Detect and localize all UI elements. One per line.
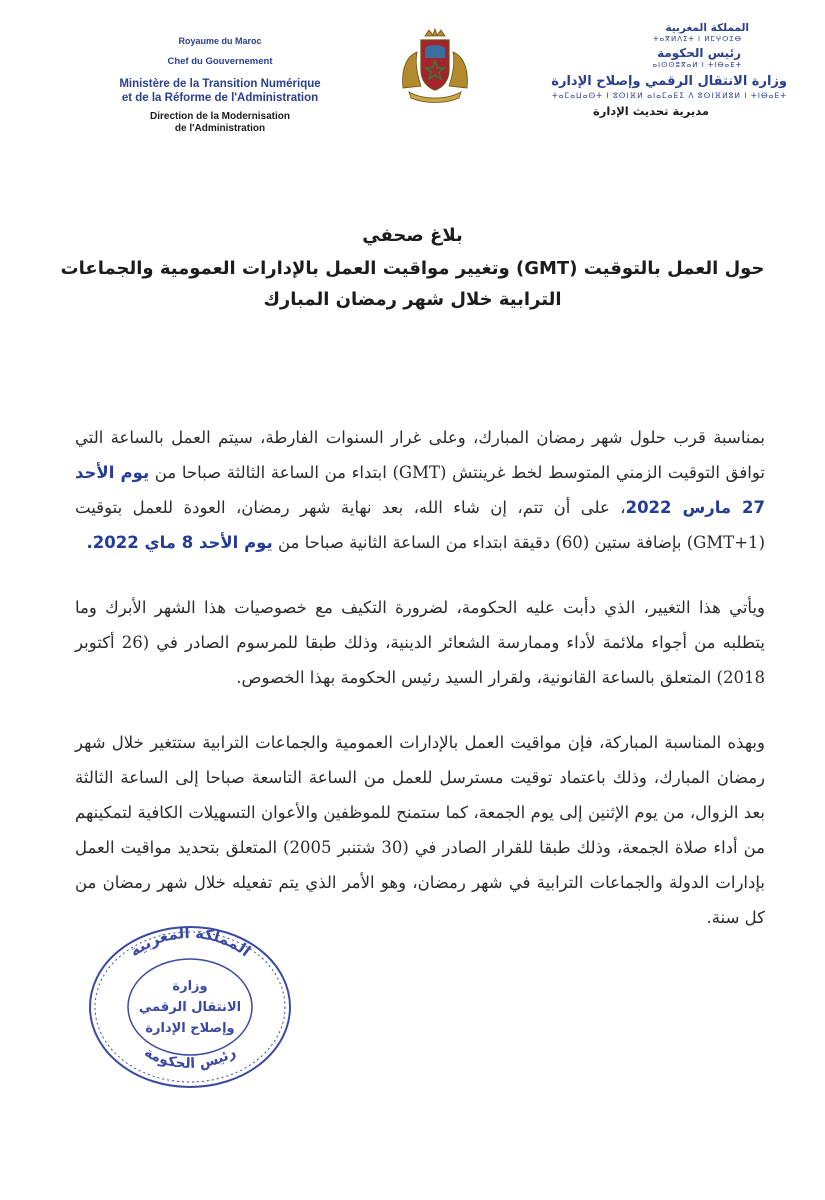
paragraph-1-text-c: ، على أن تتم، إن شاء الله، بعد نهاية شهر رمضان، العودة للعمل بتوقيت (GMT+1) بإضافة ستين (60) دقيقة ابتداء من الساعة الثانية صباحا من bbox=[75, 498, 765, 552]
stamp-inner-line2: الانتقال الرقمي bbox=[138, 1000, 242, 1015]
date-highlight-end: يوم الأحد 8 ماي 2022. bbox=[86, 533, 273, 552]
head-of-government-label-tifinagh: ⴰⵏⵙⵙⵓⴳⴰⵍ ⵏ ⵜⵏⴱⴰⴹⵜ bbox=[652, 61, 742, 69]
ministry-line2-fr: et de la Réforme de l'Administration bbox=[121, 92, 319, 104]
head-of-government-label-ar: رئيس الحكومة bbox=[657, 46, 741, 60]
stamp-inner-line3: وإصلاح الإدارة bbox=[145, 1021, 235, 1036]
document-body bbox=[75, 420, 765, 965]
date-highlight-start: يوم الأحد 27 مارس 2022 bbox=[75, 463, 765, 517]
header-right-arabic bbox=[507, 22, 787, 118]
stamp-outer-bottom: رئيس الحكومة bbox=[141, 1044, 239, 1072]
official-stamp-icon bbox=[80, 915, 300, 1090]
header-left-french bbox=[70, 32, 370, 135]
kingdom-label-fr: Royaume du Maroc bbox=[178, 36, 262, 46]
direction-line1-fr: Direction de la Modernisation bbox=[149, 111, 291, 122]
kingdom-label-tifinagh: ⵜⴰⴳⵍⴷⵉⵜ ⵏ ⵍⵎⵖⵔⵉⴱ bbox=[653, 35, 742, 43]
moroccan-coat-of-arms-icon bbox=[395, 28, 475, 104]
paragraph-1 bbox=[75, 420, 765, 560]
ministry-label-tifinagh: ⵜⴰⵎⴰⵡⴰⵙⵜ ⵏ ⵓⵙⵏⴼⵍ ⴰⵏⴰⵎⴰⴹⵉ ⴷ ⵓⵙⵏⴼⵍⵓⵍ ⵏ ⵜⵏⴱⴰⴹⵜ bbox=[551, 91, 787, 100]
chef-label-fr: Chef du Gouvernement bbox=[167, 56, 273, 67]
kingdom-label-ar: المملكة المغربية bbox=[665, 22, 749, 34]
direction-line2-fr: de l'Administration bbox=[174, 123, 266, 134]
paragraph-1-text-a: بمناسبة قرب حلول شهر رمضان المبارك، وعلى غرار السنوات الفارطة، سيتم العمل بالساعة التي توافق التوقيت الزمني المتوسط لخط غرينتش (GMT) ابتداء من الساعة الثالثة صباحا من bbox=[75, 428, 765, 482]
subject-line-2: الترابية خلال شهر رمضان المبارك bbox=[263, 289, 562, 310]
paragraph-3: وبهذه المناسبة المباركة، فإن مواقيت العمل بالإدارات العمومية والجماعات الترابية ستتغير خلال شهر رمضان المبارك، وذلك باعتماد توقيت مسترسل للعمل من الساعة التاسعة صباحا إلى الساعة الثالثة بعد الزوال، من يوم الإثنين إلى يوم الجمعة، كما ستمنح للموظفين والأعوان التسهيلات الكافية لتمكينهم من أداء صلاة الجمعة، وذلك طبقا للقرار الصادر في (30 شتنبر 2005) المتعلق بتحديد مواقيت العمل بإدارات الدولة والجماعات الترابية في شهر رمضان، وهو الأمر الذي يتم تفعيله خلال شهر رمضان من كل سنة. bbox=[75, 733, 765, 927]
direction-label-ar: مديرية تحديث الإدارة bbox=[592, 104, 709, 118]
ministry-label-ar: وزارة الانتقال الرقمي وإصلاح الإدارة bbox=[551, 74, 787, 89]
stamp-outer-top: المملكة المغربية bbox=[126, 923, 255, 961]
subject-line-1: حول العمل بالتوقيت (GMT) وتغيير مواقيت العمل بالإدارات العمومية والجماعات bbox=[60, 258, 765, 279]
ministry-label-fr bbox=[70, 77, 370, 105]
direction-label-fr bbox=[70, 111, 370, 135]
ministry-line1-fr: Ministère de la Transition Numérique bbox=[119, 78, 321, 90]
document-titles bbox=[60, 225, 765, 310]
paragraph-2: ويأتي هذا التغيير، الذي دأبت عليه الحكومة، لضرورة التكيف مع خصوصيات هذا الشهر الأبرك وما يتطلبه من أجواء ملائمة لأداء وممارسة الشعائر الدينية، وذلك طبقا للمرسوم الصادر في (26 أكتوبر 2018) المتعلق بالساعة القانونية، ولقرار السيد رئيس الحكومة بهذا الخصوص. bbox=[75, 598, 766, 687]
stamp-inner-line1: وزارة bbox=[172, 979, 208, 994]
press-release-title: بلاغ صحفي bbox=[362, 225, 463, 246]
